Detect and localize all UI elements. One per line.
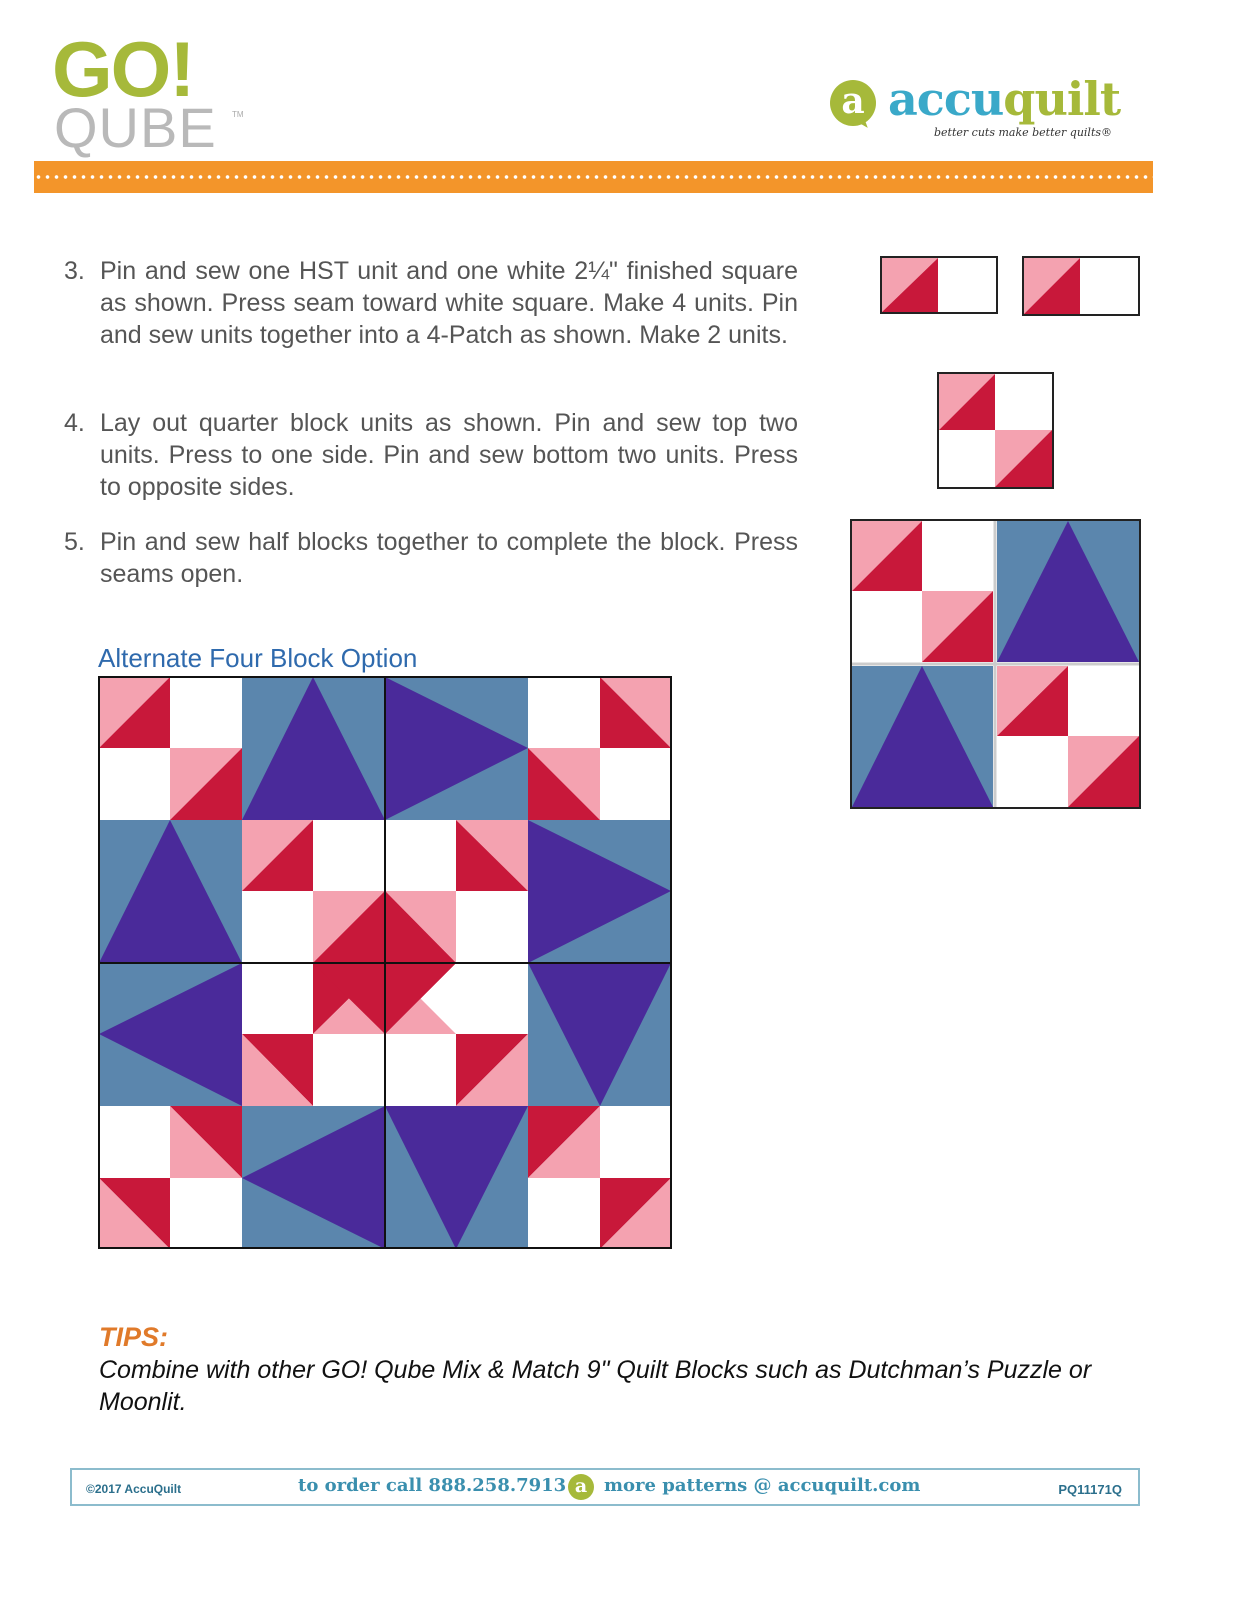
step-text: Pin and sew one HST unit and one white 2¼" finished square as shown. Press seam toward white square. Make 4 units. Pin and sew units together into a 4-Patch as shown. Make 2 units.	[100, 257, 798, 349]
tips-heading: TIPS:	[99, 1322, 169, 1352]
hst-unit-diagram-1	[880, 256, 1000, 316]
stitch-dots	[34, 175, 1153, 179]
step-4	[64, 408, 798, 503]
logo-trademark: TM	[232, 110, 244, 119]
footer-bar	[70, 1468, 1140, 1506]
alternate-option-title: Alternate Four Block Option	[98, 643, 418, 673]
brand-quilt: quilt	[1003, 72, 1121, 126]
step-text: Pin and sew half blocks together to complete the block. Press seams open.	[100, 528, 798, 588]
footer-copyright: ©2017 AccuQuilt	[86, 1482, 182, 1496]
step-3	[64, 256, 798, 351]
step-5	[64, 527, 798, 591]
brand-tagline: better cuts make better quilts®	[934, 126, 1113, 139]
header-divider-band	[34, 161, 1153, 193]
step-number: 3.	[64, 257, 85, 285]
footer-order-phone: to order call 888.258.7913	[298, 1475, 567, 1496]
accuquilt-wordmark	[888, 72, 1120, 126]
brand-accu: accu	[888, 72, 1004, 126]
logo-qube-text: QUBE	[54, 96, 217, 159]
accuquilt-a-icon: a	[830, 80, 876, 126]
footer-website-link[interactable]: more patterns @ accuquilt.com	[604, 1475, 921, 1496]
hst-unit-diagram-2	[1022, 256, 1142, 318]
step-text: Lay out quarter block units as shown. Pin and sew top two units. Press to one side. Pin and sew bottom two units. Press to opposite sides.	[100, 409, 798, 501]
step-number: 5.	[64, 528, 85, 556]
logo-go-text: GO!	[52, 25, 194, 113]
completed-block-diagram	[850, 519, 1141, 809]
four-patch-diagram	[937, 372, 1055, 490]
accuquilt-logo	[830, 72, 1160, 148]
alternate-four-block-diagram	[98, 676, 672, 1249]
step-number: 4.	[64, 409, 85, 437]
tips-text: Combine with other GO! Qube Mix & Match 9" Quilt Blocks such as Dutchman’s Puzzle or Moonlit.	[99, 1356, 1092, 1416]
accuquilt-a-icon: a	[568, 1474, 594, 1500]
footer-pattern-code: PQ11171Q	[1058, 1482, 1122, 1497]
